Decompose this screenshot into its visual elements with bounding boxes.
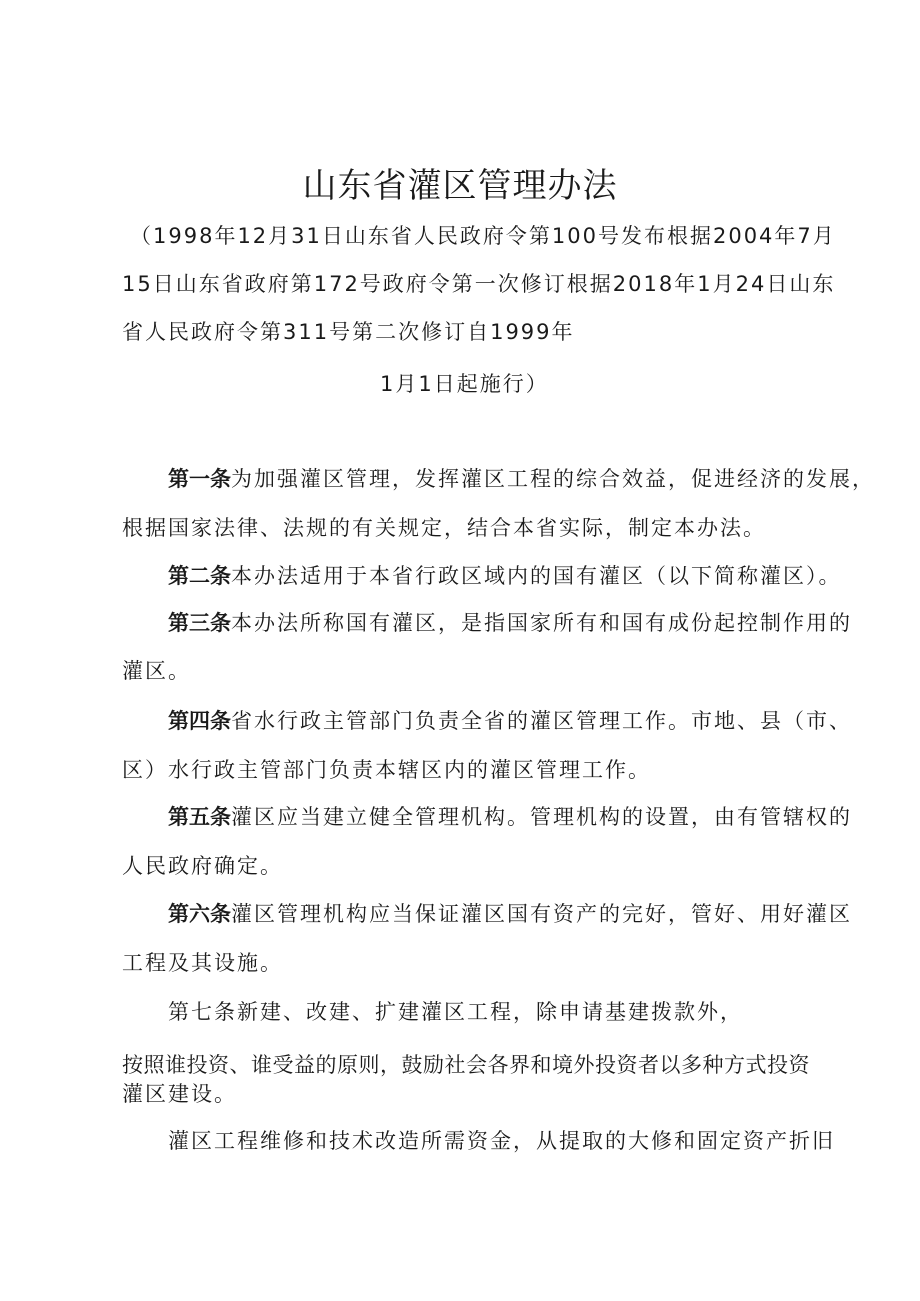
article-5-line-1 xyxy=(168,801,852,831)
article-3-line-1 xyxy=(168,607,852,637)
article-3-line-2: 灌区。 xyxy=(122,659,191,683)
article-7-line-3: 灌区建设。 xyxy=(122,1082,237,1106)
article-2-text: 本办法适用于本省行政区域内的国有灌区（以下简称灌区）。 xyxy=(231,564,842,588)
subtitle-line-4: 1月1日起施行） xyxy=(380,372,549,396)
article-2-label: 第二条 xyxy=(168,564,231,588)
article-3-label: 第三条 xyxy=(168,611,231,635)
article-1-line-1 xyxy=(168,463,875,493)
article-5-line-2: 人民政府确定。 xyxy=(122,854,283,878)
article-6-line-2: 工程及其设施。 xyxy=(122,951,283,975)
article-1-text: 为加强灌区管理，发挥灌区工程的综合效益，促进经济的发展， xyxy=(231,467,875,491)
article-2-line-1 xyxy=(168,560,842,590)
article-5-text: 灌区应当建立健全管理机构。管理机构的设置，由有管辖权的 xyxy=(231,805,852,829)
document-title: 山东省灌区管理办法 xyxy=(302,166,618,206)
article-7-line-2: 按照谁投资、谁受益的原则，鼓励社会各界和境外投资者以多种方式投资 xyxy=(122,1053,810,1077)
article-1-line-2: 根据国家法律、法规的有关规定，结合本省实际，制定本办法。 xyxy=(122,516,766,540)
article-3-text: 本办法所称国有灌区，是指国家所有和国有成份起控制作用的 xyxy=(231,611,852,635)
article-7-line-1: 第七条新建、改建、扩建灌区工程，除申请基建拨款外， xyxy=(168,1000,743,1024)
article-7-line-4: 灌区工程维修和技术改造所需资金，从提取的大修和固定资产折旧 xyxy=(168,1129,835,1153)
article-4-text: 省水行政主管部门负责全省的灌区管理工作。市地、县（市、 xyxy=(231,709,852,733)
article-6-label: 第六条 xyxy=(168,902,231,926)
article-4-line-2: 区）水行政主管部门负责本辖区内的灌区管理工作。 xyxy=(122,758,651,782)
article-4-line-1 xyxy=(168,705,852,735)
article-6-line-1 xyxy=(168,898,852,928)
subtitle-line-1: （1998年12月31日山东省人民政府令第100号发布根据2004年7月 xyxy=(130,224,836,248)
article-1-label: 第一条 xyxy=(168,467,231,491)
article-5-label: 第五条 xyxy=(168,805,231,829)
subtitle-line-2: 15日山东省政府第172号政府令第一次修订根据2018年1月24日山东 xyxy=(122,272,836,296)
article-4-label: 第四条 xyxy=(168,709,231,733)
article-6-text: 灌区管理机构应当保证灌区国有资产的完好，管好、用好灌区 xyxy=(231,902,852,926)
subtitle-line-3: 省人民政府令第311号第二次修订自1999年 xyxy=(122,320,575,344)
